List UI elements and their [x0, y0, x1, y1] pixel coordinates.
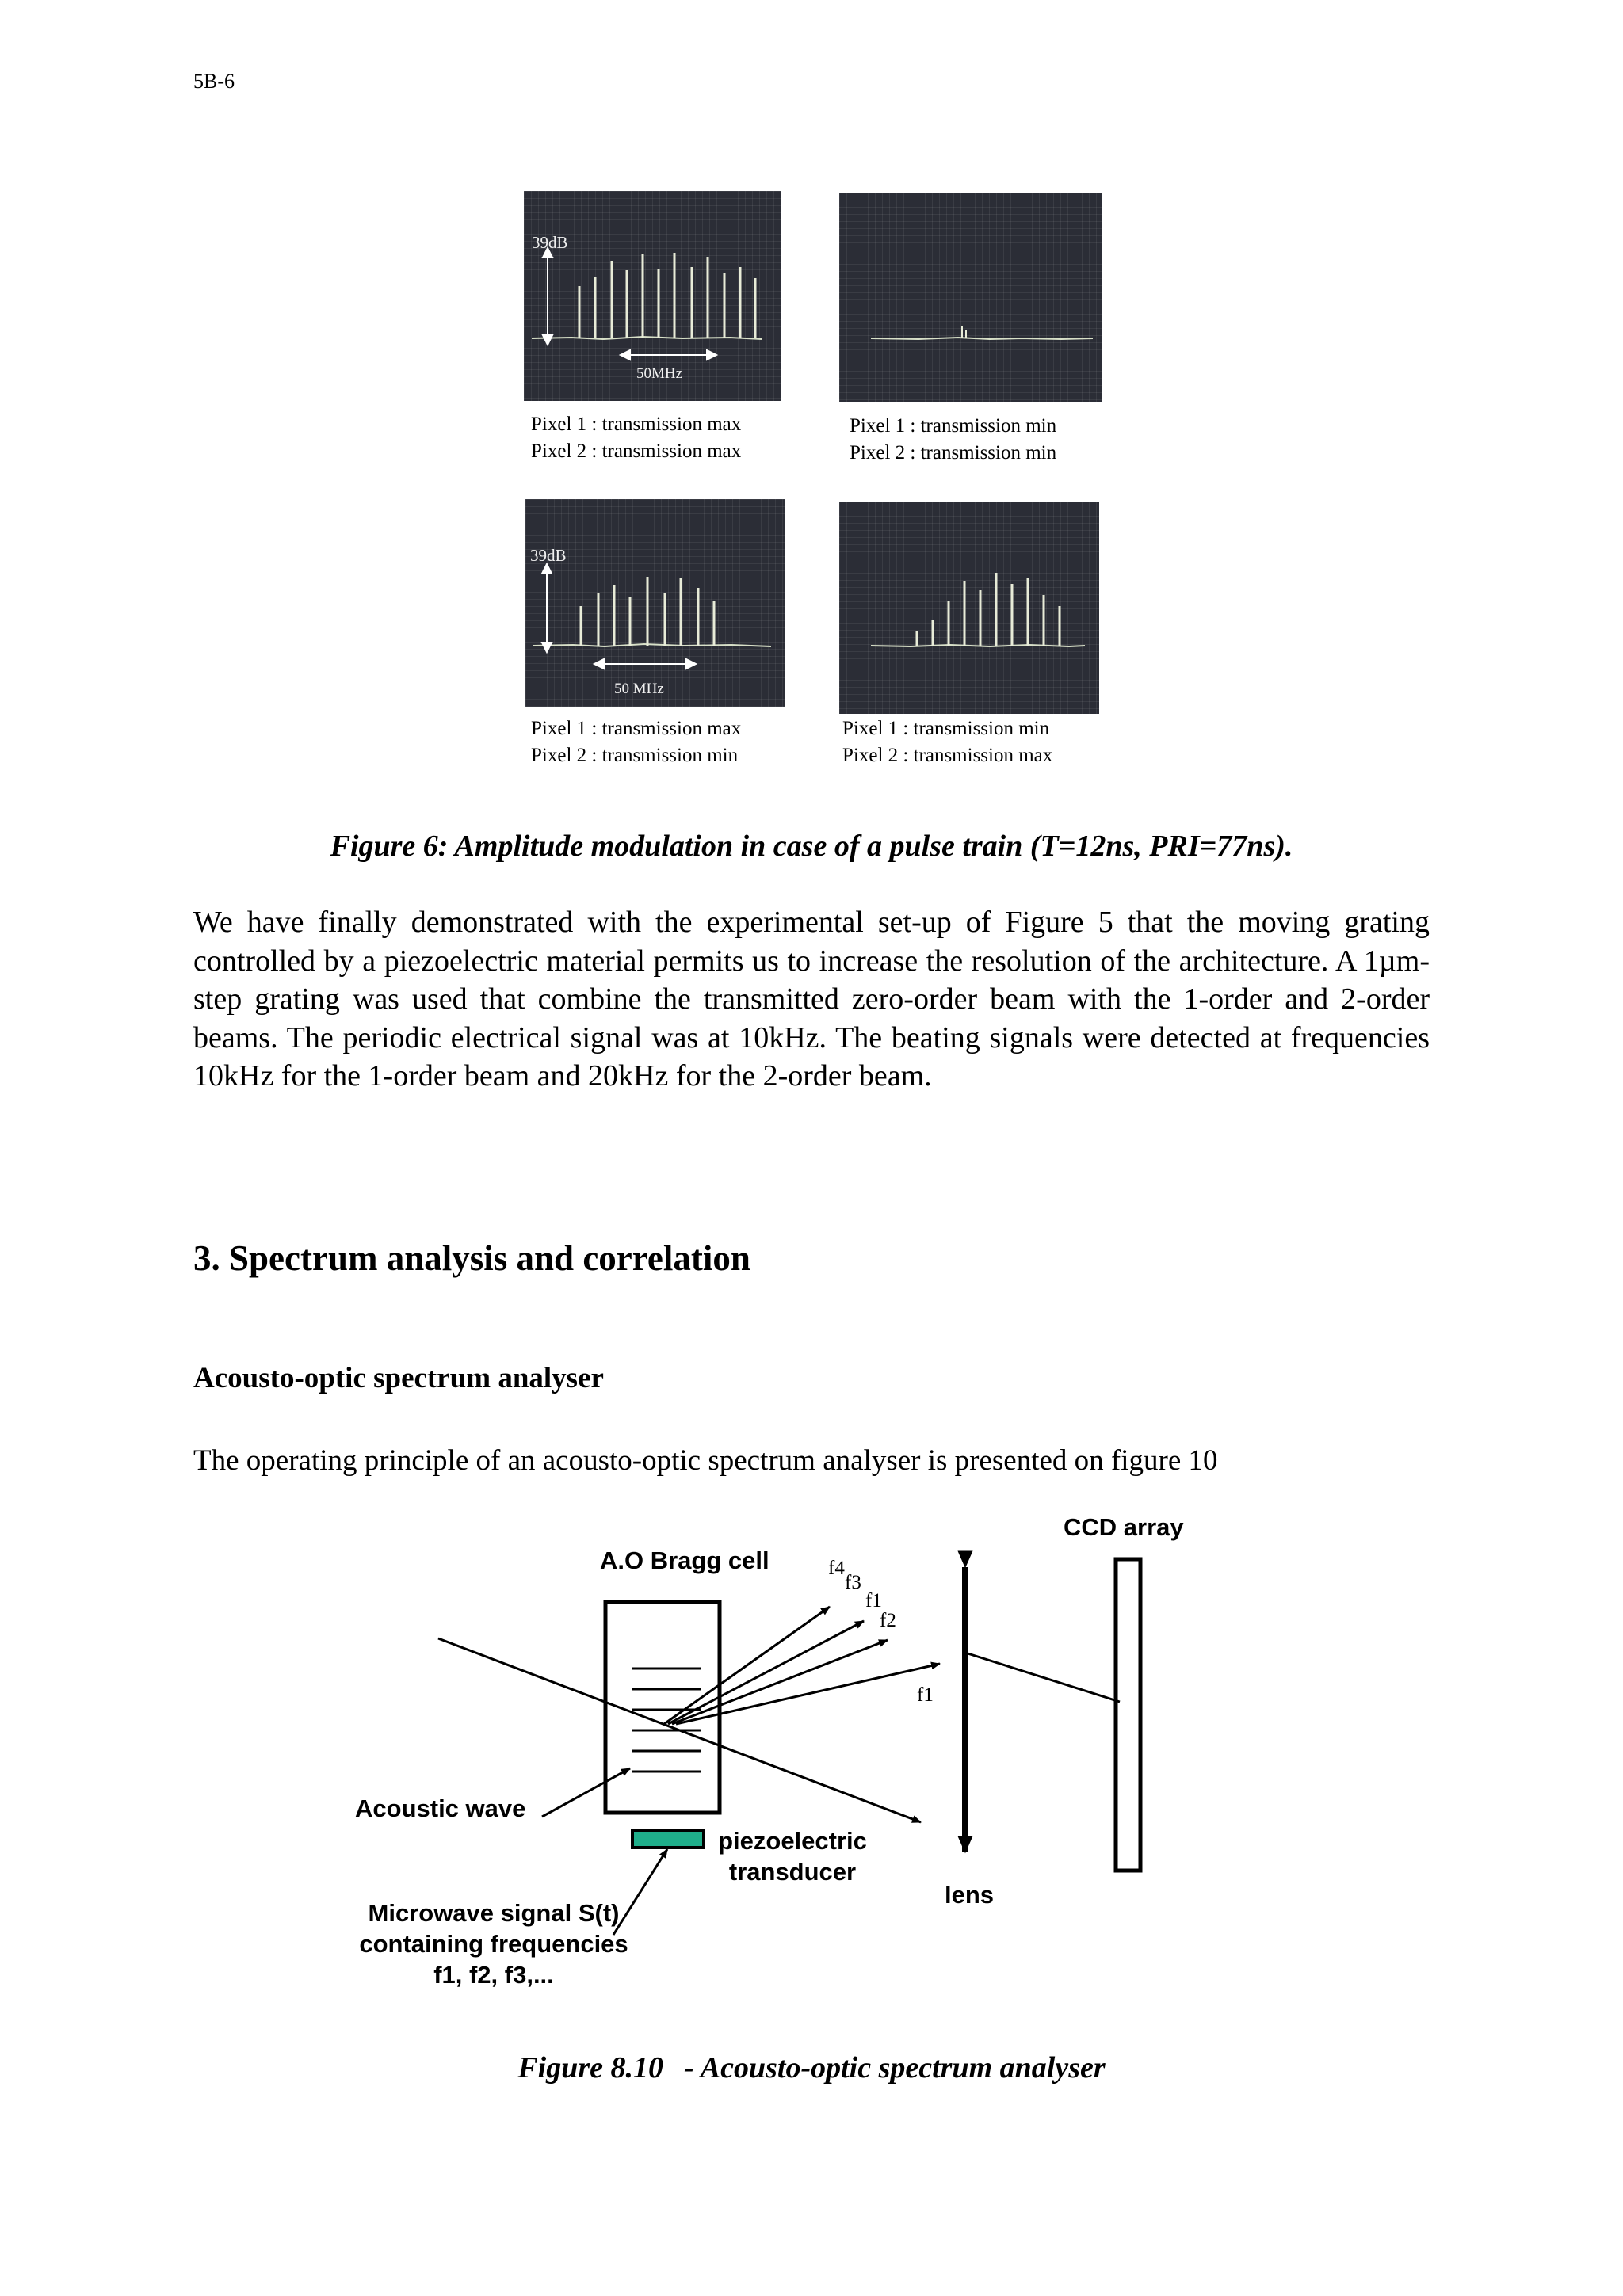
- panel-2-caption-line-2: Pixel 2 : transmission min: [850, 442, 1057, 463]
- spectrum-trace-2: [839, 193, 1102, 402]
- spectrum-screen-2: [839, 193, 1102, 402]
- panel-4-caption-line-2: Pixel 2 : transmission max: [842, 745, 1053, 766]
- acoustic-wave-pointer: [542, 1768, 630, 1817]
- panel-3-caption-line-2: Pixel 2 : transmission min: [531, 745, 739, 766]
- microwave-signal-pointer: [613, 1849, 667, 1935]
- figure-10-caption-text: - Acousto-optic spectrum analyser: [684, 2051, 1106, 2084]
- f3-label: f3: [845, 1572, 861, 1593]
- span-label-1: 50MHz: [636, 365, 683, 382]
- f1-upper-label: f1: [865, 1590, 882, 1611]
- f2-label: f2: [880, 1610, 896, 1631]
- lens-label: lens: [944, 1881, 995, 1909]
- panel-4-caption-line-1: Pixel 1 : transmission min: [842, 718, 1050, 739]
- span-label-3: 50 MHz: [614, 681, 664, 697]
- intro-sentence: The operating principle of an acousto-optic spectrum analyser is presented on figure 10: [193, 1444, 1218, 1477]
- spectrum-trace-1: [524, 191, 781, 401]
- microwave-label-line-1: Microwave signal S(t): [368, 1899, 620, 1927]
- panel-1-caption-line-2: Pixel 2 : transmission max: [531, 441, 742, 462]
- panel-1-caption-line-1: Pixel 1 : transmission max: [531, 414, 742, 435]
- ccd-array-label: CCD array: [1064, 1513, 1184, 1541]
- figure-10-diagram: [0, 1489, 1623, 2044]
- ccd-array: [1116, 1559, 1140, 1871]
- body-paragraph: We have finally demonstrated with the experimental set-up of Figure 5 that the moving grating controlled by a piezoelectric material permits us to increase the resolution of the architecture. A 1µm-step grating was used that combine the transmitted zero-order beam with the 1-order and 2-order beams. The periodic electrical signal was at 10kHz. The beating signals were detected at frequencies 10kHz for the 1-order beam and 20kHz for the 2-order beam.: [193, 906, 1430, 1093]
- subsection-heading: Acousto-optic spectrum analyser: [193, 1362, 604, 1394]
- acoustic-wave-label: Acoustic wave: [355, 1794, 526, 1822]
- f1-lower-label: f1: [917, 1684, 934, 1706]
- focused-beam: [965, 1653, 1120, 1702]
- transducer-label-line-1: piezoelectric: [718, 1827, 867, 1855]
- spectrum-trace-3: [525, 499, 785, 707]
- microwave-label-line-3: f1, f2, f3,...: [433, 1961, 554, 1989]
- bragg-cell-label: A.O Bragg cell: [600, 1547, 769, 1574]
- panel-3-caption-line-1: Pixel 1 : transmission max: [531, 718, 742, 739]
- f4-label: f4: [828, 1558, 845, 1579]
- spectrum-screen-3: [525, 499, 785, 707]
- scale-mark-3: 39dB: [530, 546, 567, 565]
- figure-10-caption-number: Figure 8.10: [517, 2051, 664, 2084]
- spectrum-trace-4: [839, 502, 1099, 714]
- bragg-cell: [605, 1602, 720, 1813]
- section-heading: 3. Spectrum analysis and correlation: [193, 1238, 750, 1278]
- piezoelectric-transducer: [632, 1830, 704, 1848]
- figure-6-caption: Figure 6: Amplitude modulation in case of a pulse train (T=12ns, PRI=77ns).: [330, 830, 1293, 863]
- diffracted-beam-f1: [676, 1664, 940, 1724]
- spectrum-screen-1: [524, 191, 781, 401]
- spectrum-screen-4: [839, 502, 1099, 714]
- page-id: 5B-6: [193, 70, 235, 93]
- panel-2-caption-line-1: Pixel 1 : transmission min: [850, 415, 1057, 437]
- diffracted-beam-f4: [664, 1607, 830, 1724]
- transducer-label-line-2: transducer: [728, 1858, 857, 1886]
- diffracted-beam-f3: [668, 1621, 864, 1724]
- microwave-label-line-2: containing frequencies: [359, 1930, 628, 1958]
- figure-10-caption: [0, 2050, 1623, 2085]
- scale-mark-1: 39dB: [532, 233, 568, 252]
